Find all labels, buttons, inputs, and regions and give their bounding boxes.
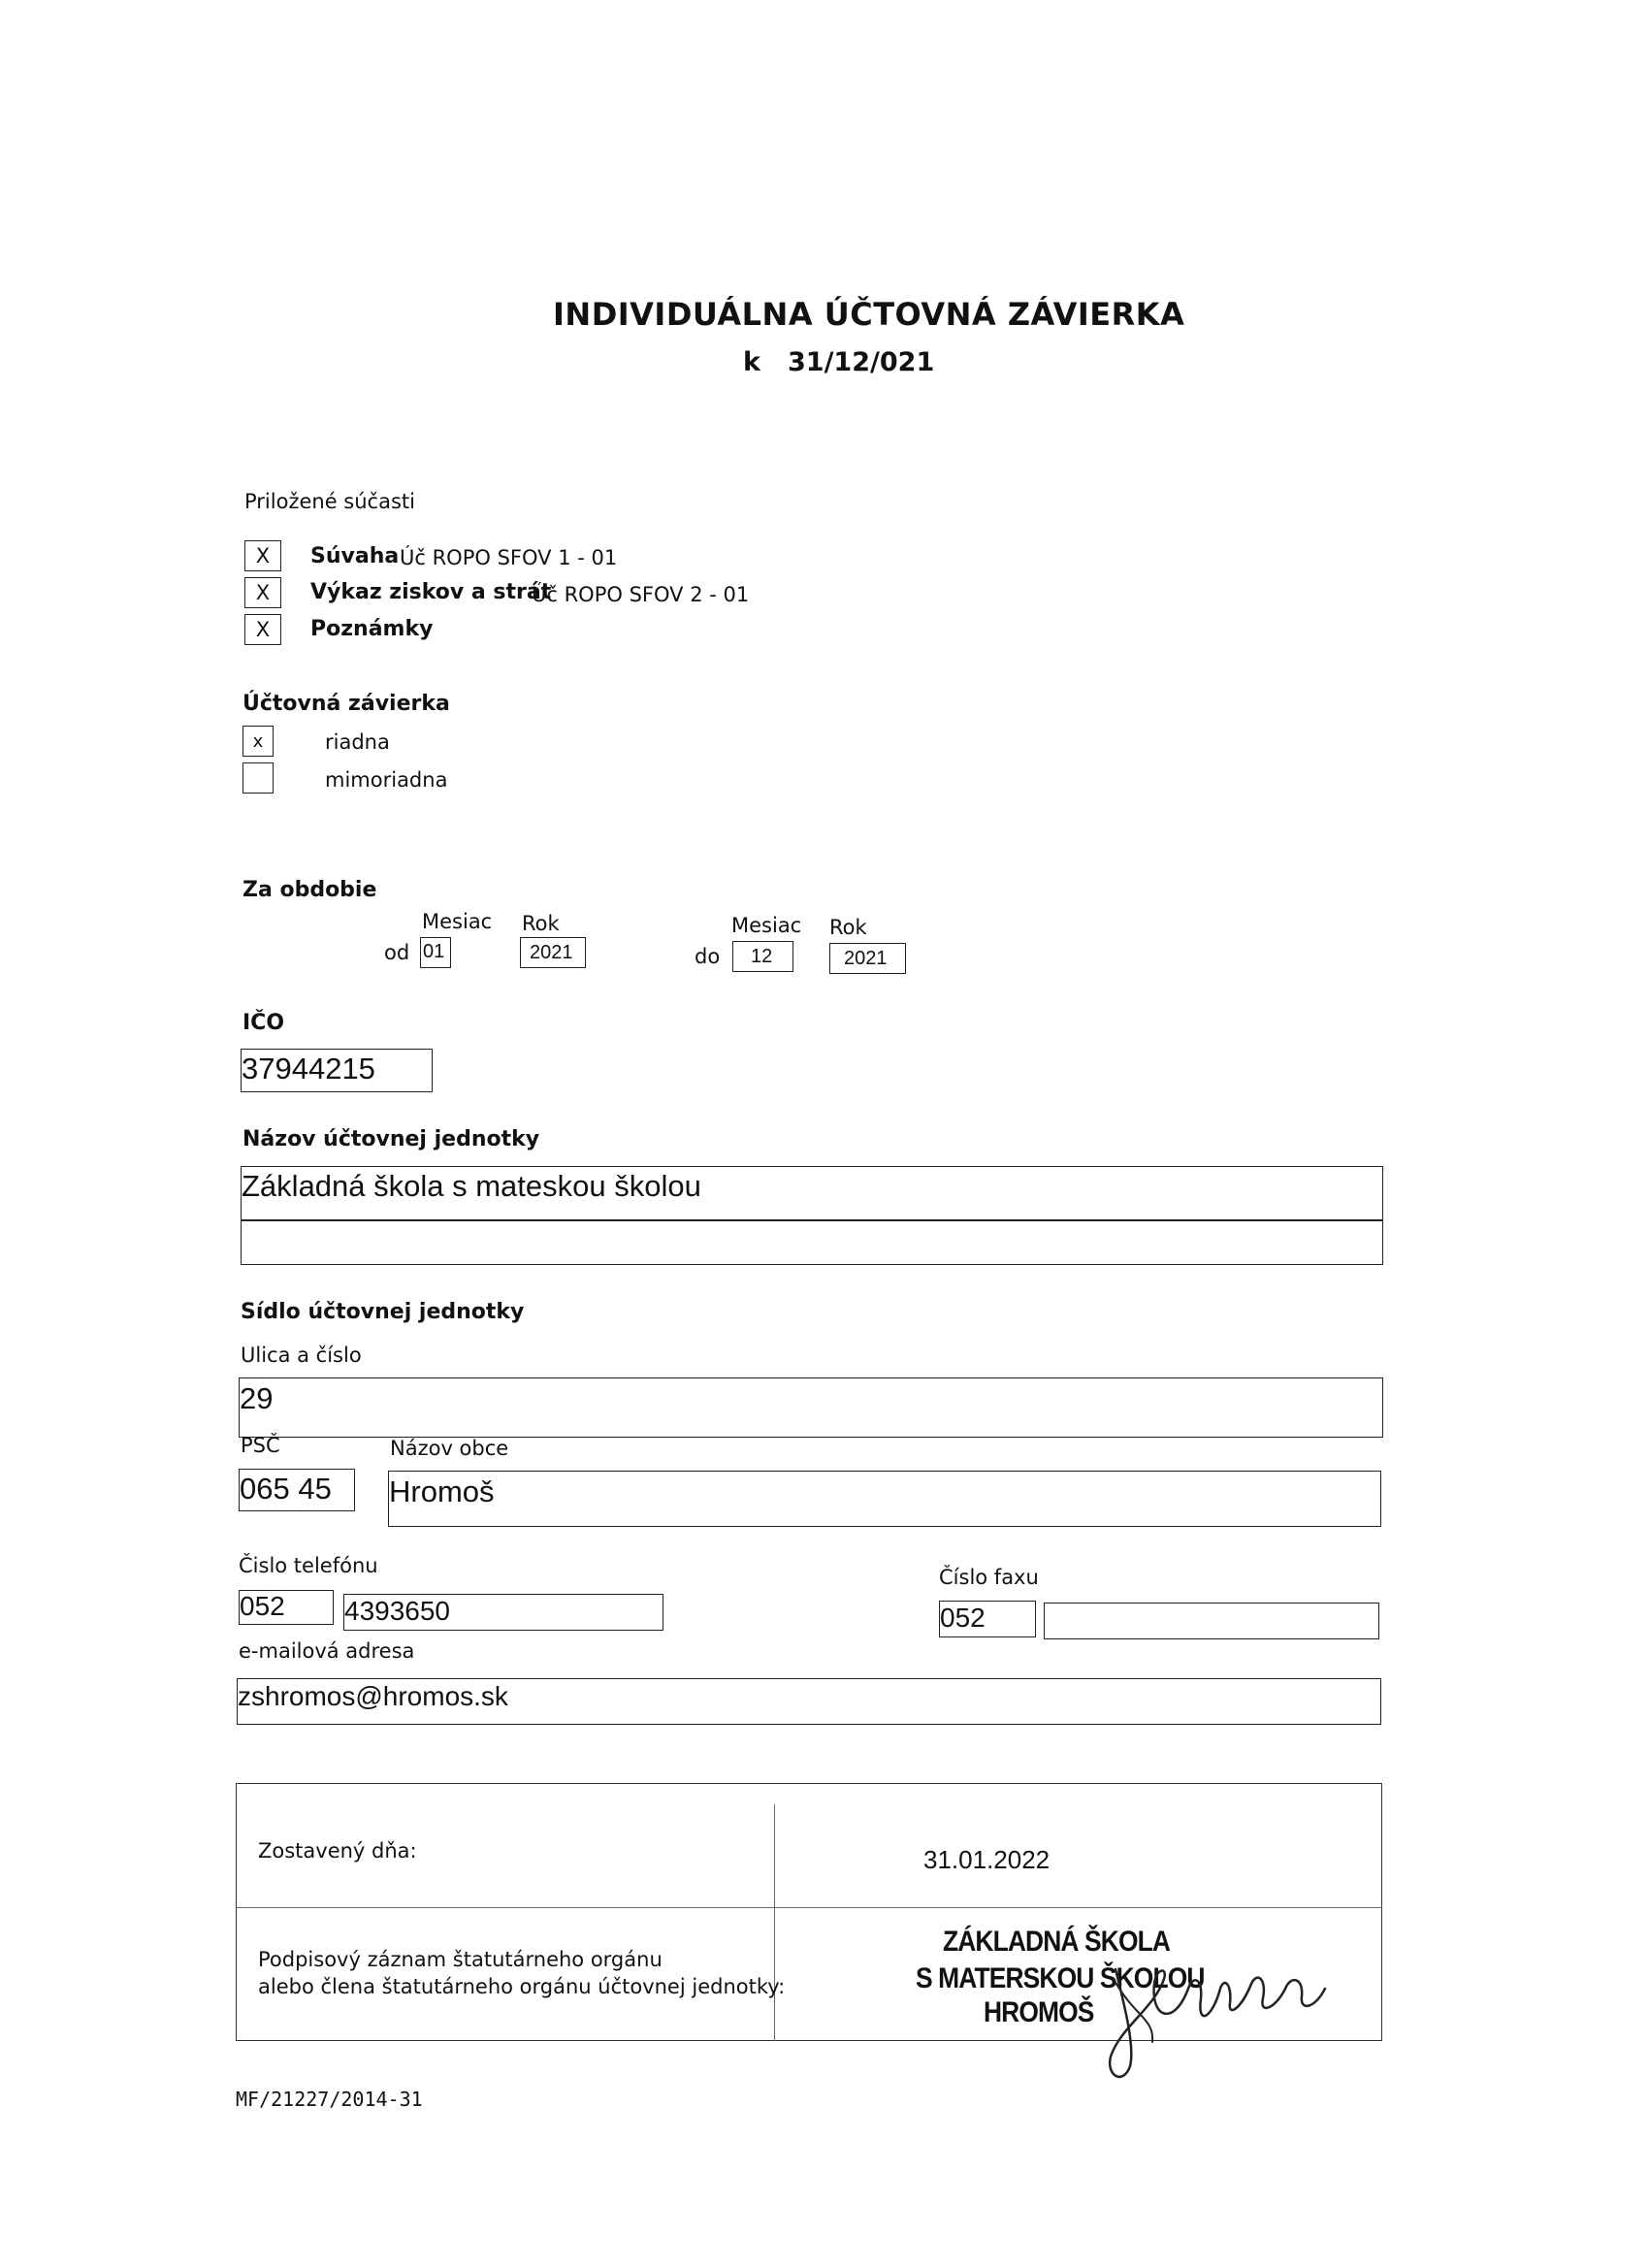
checkbox-vykaz[interactable]: X: [244, 577, 281, 608]
street-label: Ulica a číslo: [241, 1344, 362, 1367]
checkbox-riadna[interactable]: x: [242, 726, 274, 757]
closing-date: 31/12/021: [788, 347, 935, 377]
ico-label: IČO: [242, 1011, 285, 1035]
checkbox-suvaha[interactable]: X: [244, 540, 281, 571]
phone-label: Čislo telefónu: [239, 1554, 378, 1577]
checkbox-poznamky[interactable]: X: [244, 614, 281, 645]
table-column-divider: [774, 1804, 775, 2041]
city-label: Názov obce: [390, 1437, 509, 1460]
phone-prefix-field[interactable]: 052: [239, 1590, 334, 1625]
psc-label: PSČ: [241, 1434, 280, 1457]
attachment-name-poznamky: Poznámky: [310, 617, 434, 641]
compiled-date-label: Zostavený dňa:: [258, 1839, 417, 1863]
attachment-name-suvaha: Súvaha: [310, 544, 400, 568]
street-field[interactable]: 29: [239, 1377, 1383, 1438]
fax-label: Číslo faxu: [939, 1566, 1039, 1589]
email-field[interactable]: zshromos@hromos.sk: [237, 1678, 1381, 1725]
attachment-detail-vykaz: Úč ROPO SFOV 2 - 01: [532, 583, 750, 606]
from-month-label: Mesiac: [422, 910, 493, 933]
from-year-field[interactable]: 2021: [520, 937, 586, 968]
entity-name-label: Názov účtovnej jednotky: [242, 1127, 540, 1151]
period-heading: Za obdobie: [242, 878, 377, 902]
ico-field[interactable]: 37944215: [241, 1049, 433, 1092]
to-month-label: Mesiac: [731, 914, 802, 937]
signature-label-line1: Podpisový záznam štatutárneho orgánu: [258, 1948, 663, 1971]
stamp-line2: S MATERSKOU ŠKOLOU: [916, 1962, 1205, 1994]
table-row-divider: [236, 1907, 1382, 1908]
option-riadna-label: riadna: [325, 730, 390, 754]
compiled-date-value: 31.01.2022: [923, 1845, 1051, 1874]
from-month-field[interactable]: 01: [420, 937, 451, 968]
email-label: e-mailová adresa: [239, 1639, 415, 1663]
to-month-field[interactable]: 12: [732, 941, 793, 972]
date-prefix: k: [743, 347, 760, 377]
city-field[interactable]: Hromoš: [388, 1471, 1381, 1527]
signature-label-line2: alebo člena štatutárneho orgánu účtovnej jednotky:: [258, 1975, 786, 1998]
address-heading: Sídlo účtovnej jednotky: [241, 1300, 525, 1324]
fax-number-field[interactable]: [1044, 1603, 1379, 1639]
option-mimoriadna-label: mimoriadna: [325, 768, 448, 792]
stamp-line3: HROMOŠ: [984, 1996, 1094, 2028]
entity-name-field-line1[interactable]: Základná škola s mateskou školou: [241, 1166, 1383, 1220]
form-code: MF/21227/2014-31: [236, 2088, 423, 2111]
fax-prefix-field[interactable]: 052: [939, 1601, 1036, 1637]
entity-name-field-line2[interactable]: [241, 1220, 1383, 1265]
attachments-heading: Priložené súčasti: [244, 490, 415, 513]
to-year-field[interactable]: 2021: [829, 943, 906, 974]
checkbox-mimoriadna[interactable]: [242, 762, 274, 794]
closing-type-heading: Účtovná závierka: [242, 692, 450, 716]
handwritten-signature: [1096, 1950, 1348, 2095]
stamp-line1: ZÁKLADNÁ ŠKOLA: [943, 1926, 1171, 1958]
attachment-name-vykaz: Výkaz ziskov a strát: [310, 580, 552, 604]
phone-number-field[interactable]: 4393650: [343, 1594, 663, 1631]
from-label: od: [384, 941, 410, 964]
to-year-label: Rok: [829, 916, 867, 939]
attachment-detail-suvaha: Úč ROPO SFOV 1 - 01: [400, 546, 618, 569]
psc-field[interactable]: 065 45: [239, 1469, 355, 1511]
to-label: do: [695, 945, 721, 968]
document-title: INDIVIDUÁLNA ÚČTOVNÁ ZÁVIERKA: [553, 296, 1185, 333]
from-year-label: Rok: [522, 912, 560, 935]
